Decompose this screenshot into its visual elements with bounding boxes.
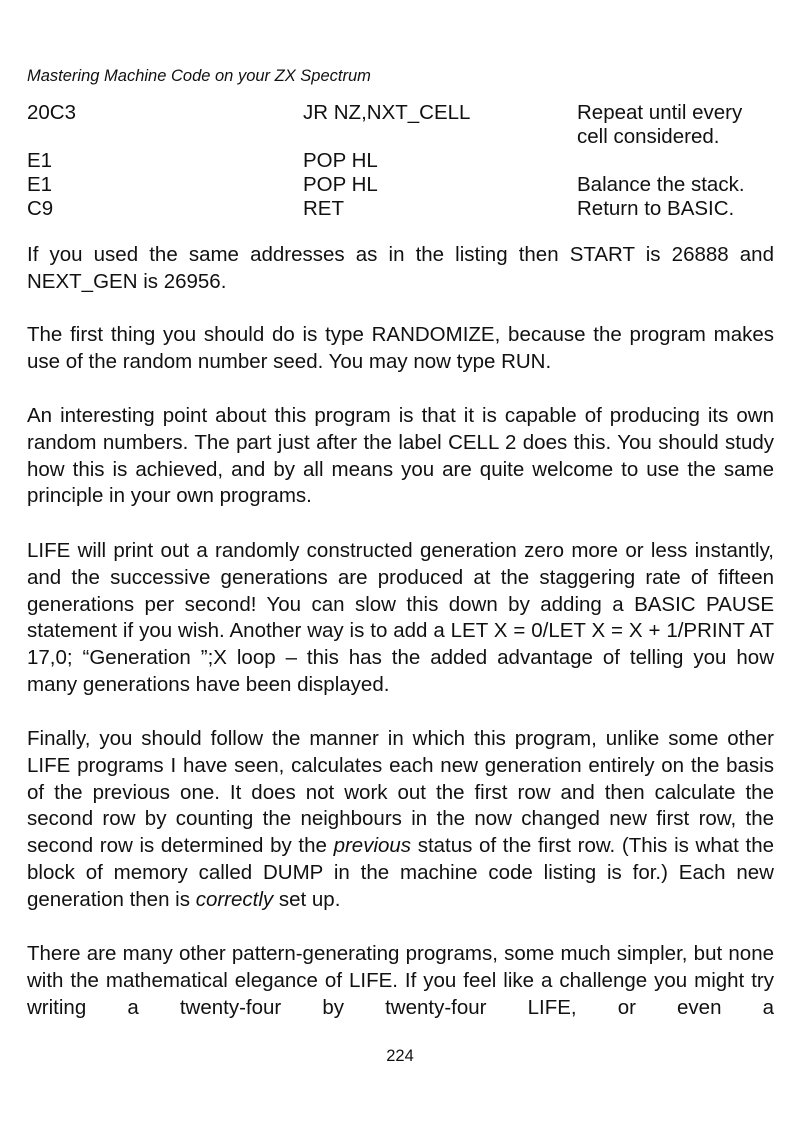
mnemonic: JR NZ,NXT_CELL	[303, 101, 471, 124]
code-listing	[27, 101, 777, 221]
hex-code: C9	[27, 197, 54, 220]
mnemonic: POP HL	[303, 173, 378, 196]
comment-line: cell considered.	[577, 125, 720, 148]
hex-code: E1	[27, 149, 53, 172]
paragraph-random-numbers	[27, 403, 774, 510]
paragraph-generation-method	[27, 726, 774, 914]
emphasis-previous: previous	[333, 834, 412, 858]
paragraph-text: There are many other pattern-generating programs, some much simpler, but none with the mathematical elegance of LIFE. If you feel like a challenge you might try writing a twenty-four by twenty-four LIFE, or even a	[27, 942, 774, 1019]
comment	[577, 101, 777, 149]
listing-row	[27, 197, 777, 221]
mnemonic: POP HL	[303, 149, 378, 172]
paragraph-text: set up.	[273, 887, 341, 911]
listing-row	[27, 101, 777, 149]
hex-code: 20C3	[27, 101, 77, 124]
paragraph-text: Finally, you should follow the manner in which this program, unlike some other LIFE programs I have seen, calculates each new generation entirely on the basis of the previous one. It does not work out the first row and then calculate the second row by counting the neighbours in the now changed new first row, the second row is determined by the	[27, 727, 774, 858]
paragraph-text: LIFE will print out a randomly constructed generation zero more or less instantly, and the successive generations are produced at the staggering rate of fifteen generations per second! You can slow this down by adding a BASIC PAUSE statement if you wish. Another way is to add a LET X = 0/LET X = X + 1/PRINT AT 17,0; “Generation ”;X loop – this has the added advantage of telling you how many generations have been displayed.	[27, 539, 774, 696]
paragraph-challenge	[27, 941, 774, 1021]
paragraph-text: The first thing you should do is type RANDOMIZE, because the program makes use of the random number seed. You may now type RUN.	[27, 323, 774, 373]
listing-row	[27, 173, 777, 197]
comment	[577, 149, 777, 173]
paragraph-text: An interesting point about this program is that it is capable of producing its own random numbers. The part just after the label CELL 2 does this. You should study how this is achieved, and by all means you are quite welcome to use the same principle in your own programs.	[27, 404, 774, 508]
running-head: Mastering Machine Code on your ZX Spectrum	[27, 67, 371, 85]
comment: Return to BASIC.	[577, 197, 735, 220]
paragraph-speed	[27, 538, 774, 699]
paragraph-randomize	[27, 322, 774, 376]
paragraph-text: If you used the same addresses as in the listing then START is 26888 and NEXT_GEN is 26956.	[27, 243, 774, 293]
paragraph-addresses	[27, 242, 774, 296]
comment-line: Repeat until every	[577, 101, 743, 124]
mnemonic: RET	[303, 197, 344, 220]
emphasis-correctly: correctly	[195, 887, 274, 911]
page-number: 224	[386, 1047, 414, 1065]
listing-row	[27, 149, 777, 173]
comment: Balance the stack.	[577, 173, 745, 196]
hex-code: E1	[27, 173, 53, 196]
paragraph-text: status of the first row. (This is what the block of memory called DUMP in the machine code listing is for.) Each new generation then is	[27, 834, 774, 911]
